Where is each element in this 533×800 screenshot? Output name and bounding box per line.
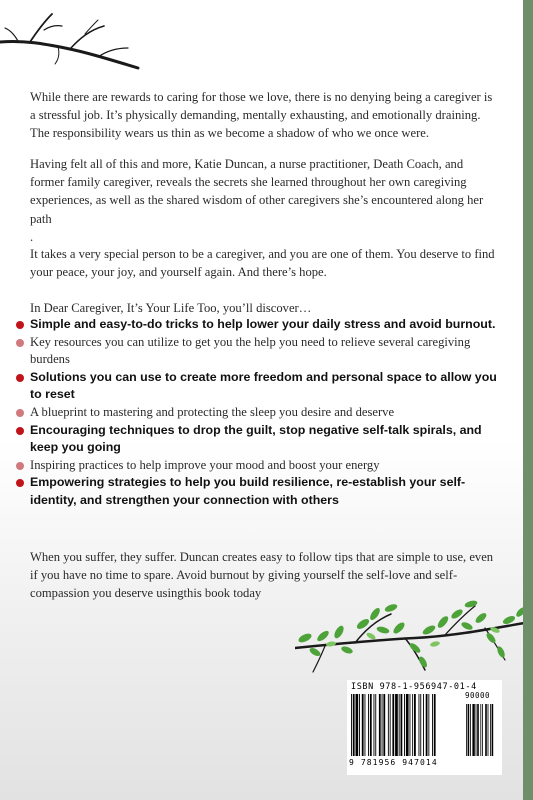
- list-intro: In Dear Caregiver, It’s Your Life Too, you’ll discover…: [30, 301, 312, 315]
- description-paragraph: While there are rewards to caring for those we love, there is no denying being a caregiver is a stressful job. It’s physically demanding, mentally exhausting, and emotionally draining. The responsibility wears us thin as we become a shadow of who we once were.: [30, 90, 493, 141]
- list-item: Encouraging techniques to drop the guilt, stop negative self-talk spirals, and keep you going: [16, 422, 511, 457]
- list-item: Solutions you can use to create more freedom and personal space to allow you to reset: [16, 369, 511, 404]
- list-item: Simple and easy-to-do tricks to help lower your daily stress and avoid burnout.: [16, 316, 511, 334]
- barcode-bars: [349, 694, 500, 758]
- encouragement-paragraph: It takes a very special person to be a caregiver, and you are one of them. You deserve to find your peace, your joy, and yourself again. And there’s hope.: [30, 247, 495, 280]
- isbn-barcode: [347, 680, 502, 775]
- list-item: Key resources you can utilize to get you the help you need to relieve several caregiving burdens: [16, 334, 511, 369]
- stray-period: .: [30, 230, 34, 244]
- bullet-dot-icon: [16, 462, 24, 470]
- bullet-dot-icon: [16, 321, 24, 329]
- list-item: Inspiring practices to help improve your mood and boost your energy: [16, 457, 511, 475]
- bare-branch-illustration: [0, 0, 140, 75]
- bullet-dot-icon: [16, 409, 24, 417]
- author-paragraph: Having felt all of this and more, Katie Duncan, a nurse practitioner, Death Coach, and former family caregiver, reveals the secrets she learned throughout her own caregiving experiences, as well as the shared wisdom of other caregivers she’s encountered along her path: [30, 157, 484, 226]
- barcode-number: 9 781956 947014: [349, 758, 438, 767]
- barcode-addon-number: 90000: [465, 691, 491, 700]
- bullet-dot-icon: [16, 339, 24, 347]
- leafy-branch-illustration: [295, 600, 530, 680]
- benefits-list: [16, 316, 511, 510]
- bullet-dot-icon: [16, 374, 24, 382]
- spine-edge: [523, 0, 533, 800]
- isbn-label: ISBN 978-1-956947-01-4: [351, 682, 477, 692]
- bullet-dot-icon: [16, 479, 24, 487]
- closing-paragraph: When you suffer, they suffer. Duncan creates easy to follow tips that are simple to use, even if you have no time to spare. Avoid burnout by giving yourself the self-love and self-compassion you deserve usingthis book today: [30, 550, 494, 601]
- list-item: A blueprint to mastering and protecting the sleep you desire and deserve: [16, 404, 511, 422]
- list-item: Empowering strategies to help you build resilience, re-establish your self-identity, and strengthen your connection with others: [16, 474, 511, 509]
- bullet-dot-icon: [16, 427, 24, 435]
